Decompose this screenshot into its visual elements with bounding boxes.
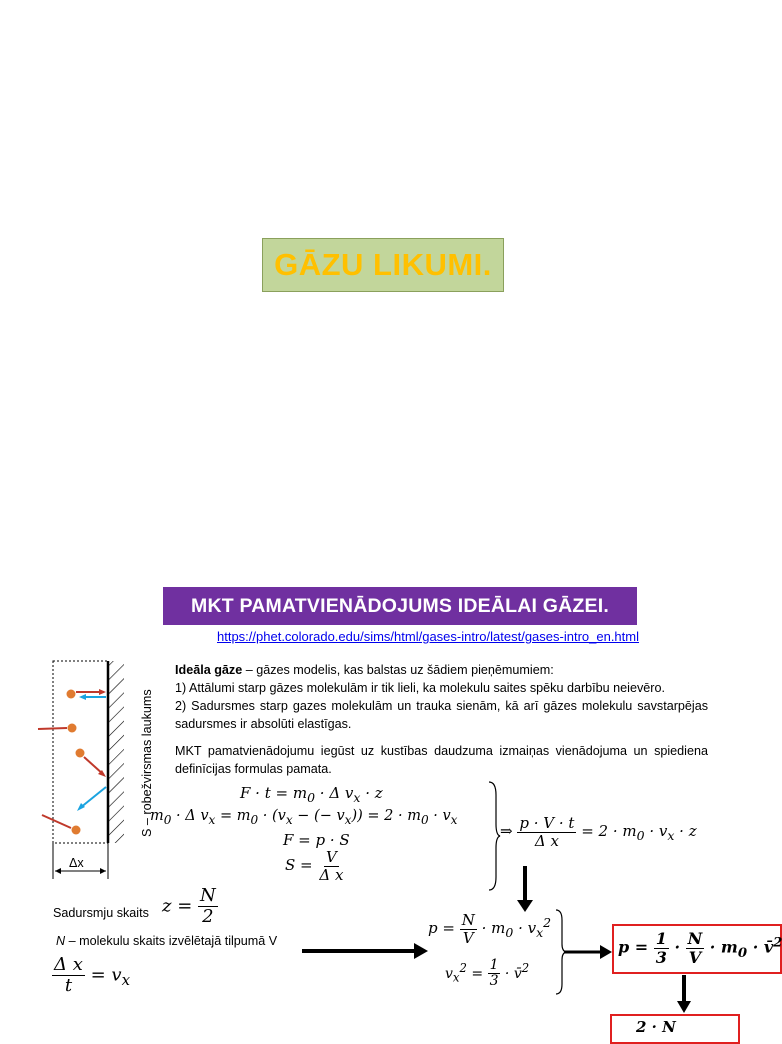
eq-mkt-energy: 2 · N bbox=[636, 1018, 676, 1036]
eq-area: S = $\frac{V}{\text{Δ x}}$ bbox=[285, 848, 344, 884]
ideal-gas-text bbox=[175, 661, 708, 733]
slide-title: GĀZU LIKUMI. bbox=[274, 247, 492, 282]
result-box-1 bbox=[612, 924, 782, 974]
molecule-3 bbox=[76, 749, 107, 778]
down-arrow-2 bbox=[674, 975, 694, 1015]
molecule-5 bbox=[42, 815, 81, 835]
n-definition: N – molekulu skaits izvēlētajā tilpumā V bbox=[56, 934, 278, 948]
assumption-1: 1) Attālumi starp gāzes molekulām ir tik lieli, ka molekulu saites spēku darbību neievēro. bbox=[175, 681, 665, 695]
molecule-1 bbox=[67, 689, 107, 700]
eq-collisions: z = $\frac{N}{2}$ bbox=[162, 885, 216, 927]
banner-title: MKT PAMATVIENĀDOJUMS IDEĀLAI GĀZEI. bbox=[191, 594, 609, 617]
collision-count-label: Sadursmju skaits bbox=[53, 906, 149, 920]
eq-force-time: $F \cdot t = m_0 \cdot \Delta$ $v_x \cdot z$ bbox=[240, 784, 383, 805]
brace-right-1 bbox=[487, 780, 501, 892]
right-arrow-1 bbox=[300, 940, 430, 962]
dx-label: Δx bbox=[69, 856, 84, 870]
right-arrow-2 bbox=[562, 942, 614, 962]
down-arrow-1 bbox=[515, 864, 535, 914]
mkt-derivation-text: MKT pamatvienādojumu iegūst uz kustības daudzuma izmaiņas vienādojuma un spiediena definīcijas formulas pamata. bbox=[175, 744, 708, 776]
eq-pressure: F = p · S bbox=[283, 831, 350, 849]
result-box-2 bbox=[610, 1014, 740, 1044]
molecule-2 bbox=[38, 724, 77, 733]
slide-title-box bbox=[262, 238, 504, 292]
section-banner bbox=[163, 587, 637, 625]
wall-label: S – robežvirsmas laukums bbox=[140, 689, 154, 837]
assumption-2: 2) Sadursmes starp gazes molekulām un trauka sienām, kā arī gāzes molekulu savstarpējas sadursmes ir absolūti elastīgas. bbox=[175, 699, 708, 731]
molecule-4 bbox=[77, 787, 106, 811]
eq-velocity: $\frac{\text{Δ x}}{t}$ = $v_x$ bbox=[54, 954, 131, 996]
eq-momentum: $m_0 \cdot \Delta$ $v_x = m_0 \cdot (v_x$ − (− $v_x)) = 2 \cdot m_0 \cdot v_x$ bbox=[150, 808, 458, 827]
eq-mkt-basic: p = $\frac{1}{3}$ · $\frac{N}{V}$ · $m_0$ · v̄$^2$ bbox=[618, 929, 782, 967]
eq-vx-squared: $v_x^2$ = $\frac{1}{3}$ · v̄$^2$ bbox=[445, 957, 530, 990]
eq-pvt: ⇒ $\frac{p \cdot V \cdot t}{\text{Δ x}}$ = $2 \cdot m_0 \cdot v_x \cdot z$ bbox=[500, 814, 697, 850]
eq-p-intermediate: p = $\frac{N}{V}$ · $m_0 \cdot v_x^2$ bbox=[428, 911, 552, 947]
phet-link[interactable]: https://phet.colorado.edu/sims/html/gases-intro/latest/gases-intro_en.html bbox=[217, 629, 639, 644]
ideal-gas-definition: – gāzes modelis, kas balstas uz šādiem pieņēmumiem: bbox=[242, 663, 554, 677]
ideal-gas-term: Ideāla gāze bbox=[175, 663, 243, 677]
wall-hatch bbox=[108, 661, 124, 843]
